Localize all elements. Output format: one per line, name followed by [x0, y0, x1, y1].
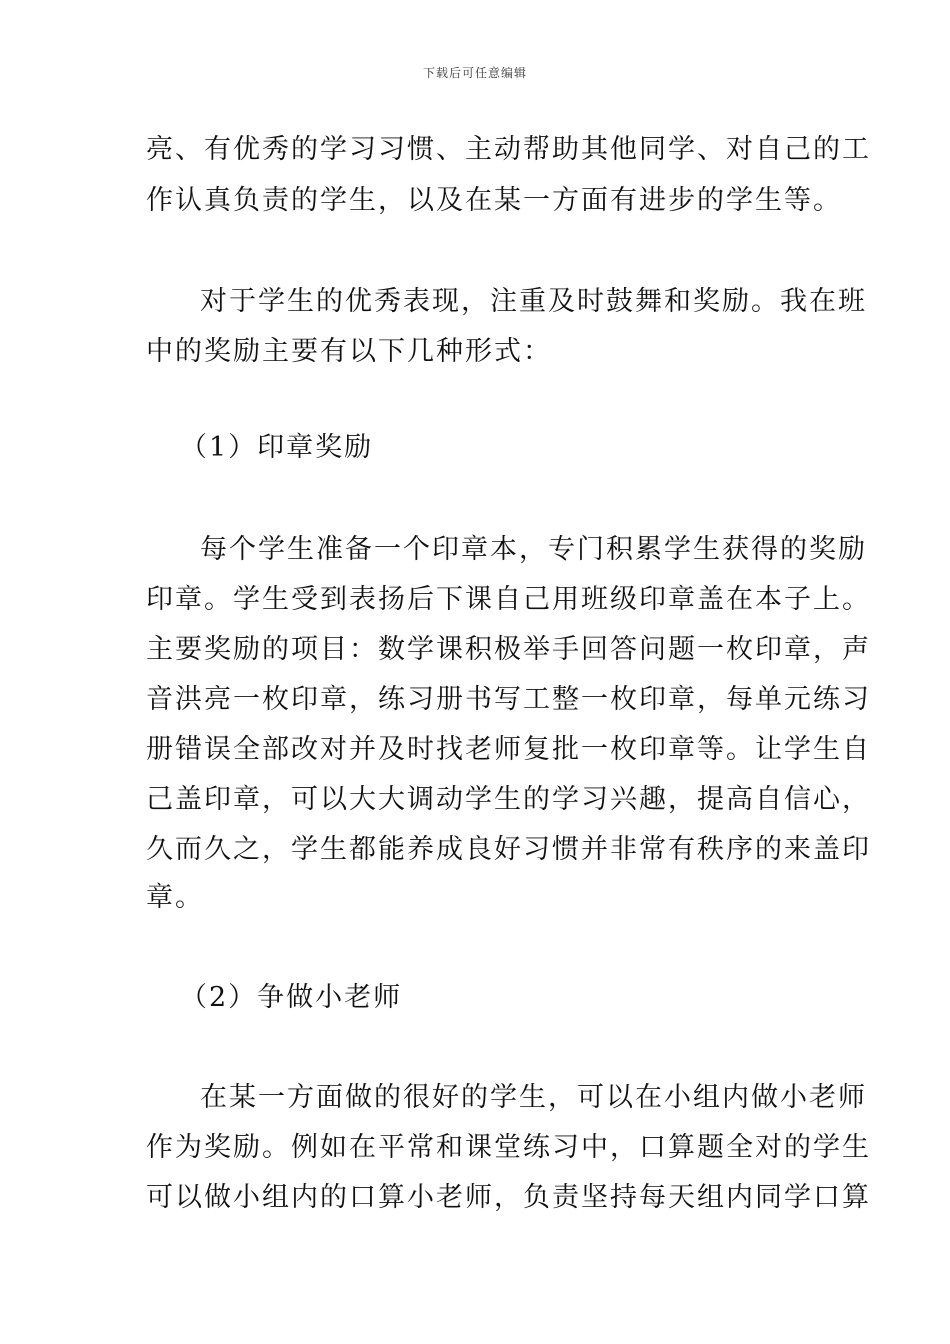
paragraph-start-line: 对于学生的优秀表现，注重及时鼓舞和奖励。我在班 — [200, 286, 867, 317]
body-line: 久而久之，学生都能养成良好习惯并非常有秩序的来盖印 — [146, 834, 871, 865]
body-line: 章。 — [146, 882, 204, 913]
page-header-note: 下载后可任意编辑 — [422, 66, 527, 80]
paragraph-start-line: 每个学生准备一个印章本，专门积累学生获得的奖励 — [200, 534, 867, 565]
body-line: 作为奖励。例如在平常和课堂练习中，口算题全对的学生 — [146, 1132, 871, 1163]
body-line: 己盖印章，可以大大调动学生的学习兴趣，提高自信心， — [146, 784, 871, 815]
body-line: 可以做小组内的口算小老师，负责坚持每天组内同学口算 — [146, 1182, 871, 1213]
paragraph-start-line: 在某一方面做的很好的学生，可以在小组内做小老师 — [200, 1082, 867, 1113]
body-line: 音洪亮一枚印章，练习册书写工整一枚印章，每单元练习 — [146, 684, 871, 715]
body-line: 册错误全部改对并及时找老师复批一枚印章等。让学生自 — [146, 734, 871, 765]
body-line: 印章。学生受到表扬后下课自己用班级印章盖在本子上。 — [146, 584, 871, 615]
body-line: 亮、有优秀的学习习惯、主动帮助其他同学、对自己的工 — [146, 134, 871, 165]
body-line: 作认真负责的学生，以及在某一方面有进步的学生等。 — [146, 185, 842, 216]
body-line: 中的奖励主要有以下几种形式： — [146, 336, 552, 367]
body-line: 主要奖励的项目：数学课积极举手回答问题一枚印章，声 — [146, 634, 871, 665]
section-heading-little-teacher: （2）争做小老师 — [180, 982, 403, 1013]
section-heading-stamp-reward: （1）印章奖励 — [180, 432, 374, 463]
